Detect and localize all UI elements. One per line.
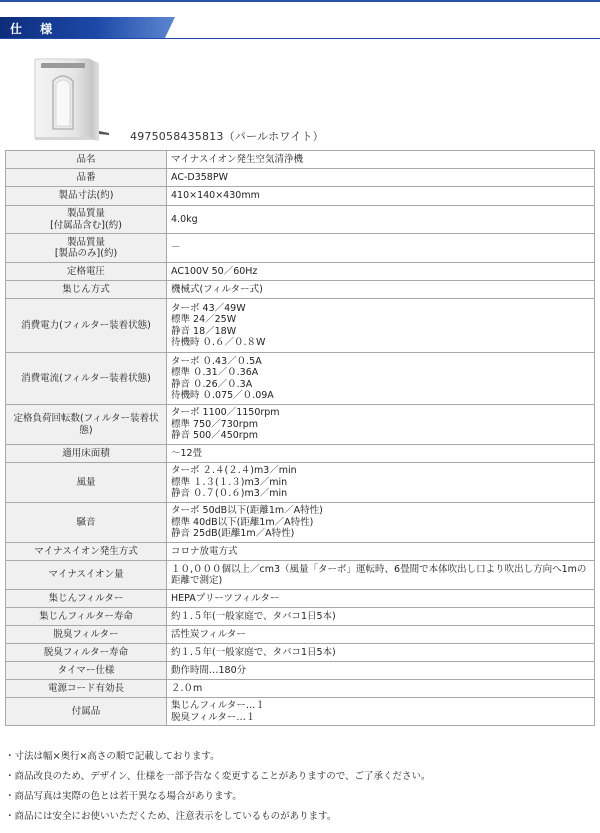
spec-label: マイナスイオン発生方式 — [6, 543, 167, 561]
spec-label: 定格電圧 — [6, 263, 167, 281]
note-item: ・商品写真は実際の色とは若干異なる場合があります。 — [5, 791, 242, 802]
spec-row — [6, 445, 595, 463]
spec-row — [6, 698, 595, 726]
spec-value: ターボ ０.43／０.5A 標準 ０.31／０.36A 静音 ０.26／０.3A 待機時 ０.075／０.09A — [167, 353, 595, 405]
spec-label: マイナスイオン量 — [6, 561, 167, 590]
notes-list — [5, 747, 595, 827]
spec-value: コロナ放電方式 — [167, 543, 595, 561]
spec-row — [6, 263, 595, 281]
spec-row — [6, 561, 595, 590]
spec-label: 電源コード有効長 — [6, 680, 167, 698]
spec-label: 集じんフィルター — [6, 590, 167, 608]
spec-value: 機械式(フィルター式) — [167, 281, 595, 299]
spec-row — [6, 234, 595, 263]
section-rule — [0, 38, 600, 39]
spec-row — [6, 353, 595, 405]
spec-row — [6, 644, 595, 662]
spec-value: 約１.５年(一般家庭で、タバコ1日5本) — [167, 644, 595, 662]
spec-label: 製品質量 [製品のみ](約) — [6, 234, 167, 263]
spec-row — [6, 503, 595, 543]
spec-label: 集じん方式 — [6, 281, 167, 299]
spec-value: ターボ 1100／1150rpm 標準 750／730rpm 静音 500／450rpm — [167, 405, 595, 445]
spec-row — [6, 543, 595, 561]
spec-label: 品名 — [6, 151, 167, 169]
spec-value: 集じんフィルター…１ 脱臭フィルター…１ — [167, 698, 595, 726]
spec-label: 品番 — [6, 169, 167, 187]
spec-row — [6, 299, 595, 353]
spec-label: タイマー仕様 — [6, 662, 167, 680]
spec-label: 騒音 — [6, 503, 167, 543]
spec-value: 活性炭フィルター — [167, 626, 595, 644]
spec-value: ２.０m — [167, 680, 595, 698]
spec-row — [6, 662, 595, 680]
spec-label: 消費電力(フィルター装着状態) — [6, 299, 167, 353]
spec-value: １０,０００個以上／cm3（風量「ターボ」運転時、6畳間で本体吹出し口より吹出し方向へ1mの距離で測定) — [167, 561, 595, 590]
spec-row — [6, 187, 595, 206]
spec-label: 定格負荷回転数(フィルター装着状態) — [6, 405, 167, 445]
spec-label: 製品寸法(約) — [6, 187, 167, 206]
spec-label: 脱臭フィルター寿命 — [6, 644, 167, 662]
section-title: 仕 様 — [10, 22, 60, 36]
spec-label: 消費電流(フィルター装着状態) — [6, 353, 167, 405]
product-image — [25, 55, 115, 145]
spec-value: － — [167, 234, 595, 263]
note-item: ・寸法は幅×奥行×高さの順で記載しております。 — [5, 751, 220, 762]
spec-value: 動作時間…180分 — [167, 662, 595, 680]
spec-value: 約１.５年(一般家庭で、タバコ1日5本) — [167, 608, 595, 626]
spec-row — [6, 463, 595, 503]
spec-value: AC100V 50／60Hz — [167, 263, 595, 281]
spec-label: 集じんフィルター寿命 — [6, 608, 167, 626]
spec-value: 4.0kg — [167, 206, 595, 234]
spec-row — [6, 590, 595, 608]
product-caption: 4975058435813（パールホワイト） — [130, 130, 324, 143]
spec-label: 脱臭フィルター — [6, 626, 167, 644]
spec-label: 製品質量 [付属品含む](約) — [6, 206, 167, 234]
spec-row — [6, 151, 595, 169]
section-header — [0, 17, 600, 39]
spec-value: ターボ 50dB以下(距離1m／A特性) 標準 40dB以下(距離1m／A特性) 静音 25dB(距離1m／A特性) — [167, 503, 595, 543]
air-purifier-illustration — [25, 55, 115, 145]
spec-label: 付属品 — [6, 698, 167, 726]
spec-value: ターボ ２.４(２.４)m3／min 標準 １.３(１.３)m3／min 静音 ０.７(０.６)m3／min — [167, 463, 595, 503]
note-item: ・商品改良のため、デザイン、仕様を一部予告なく変更することがありますので、ご了承ください。 — [5, 771, 431, 782]
spec-row — [6, 405, 595, 445]
spec-value: 410×140×430mm — [167, 187, 595, 206]
top-rule — [0, 0, 600, 2]
spec-table — [5, 150, 595, 726]
spec-row — [6, 169, 595, 187]
spec-row — [6, 626, 595, 644]
spec-value: AC-D358PW — [167, 169, 595, 187]
spec-value: HEPAプリーツフィルター — [167, 590, 595, 608]
spec-row — [6, 206, 595, 234]
spec-row — [6, 680, 595, 698]
spec-value: ターボ 43／49W 標準 24／25W 静音 18／18W 待機時 ０.６／０.８W — [167, 299, 595, 353]
spec-row — [6, 281, 595, 299]
spec-row — [6, 608, 595, 626]
spec-value: マイナスイオン発生空気清浄機 — [167, 151, 595, 169]
spec-value: ～12畳 — [167, 445, 595, 463]
spec-label: 風量 — [6, 463, 167, 503]
spec-label: 適用床面積 — [6, 445, 167, 463]
note-item: ・商品には安全にお使いいただくため、注意表示をしているものがあります。 — [5, 811, 337, 822]
